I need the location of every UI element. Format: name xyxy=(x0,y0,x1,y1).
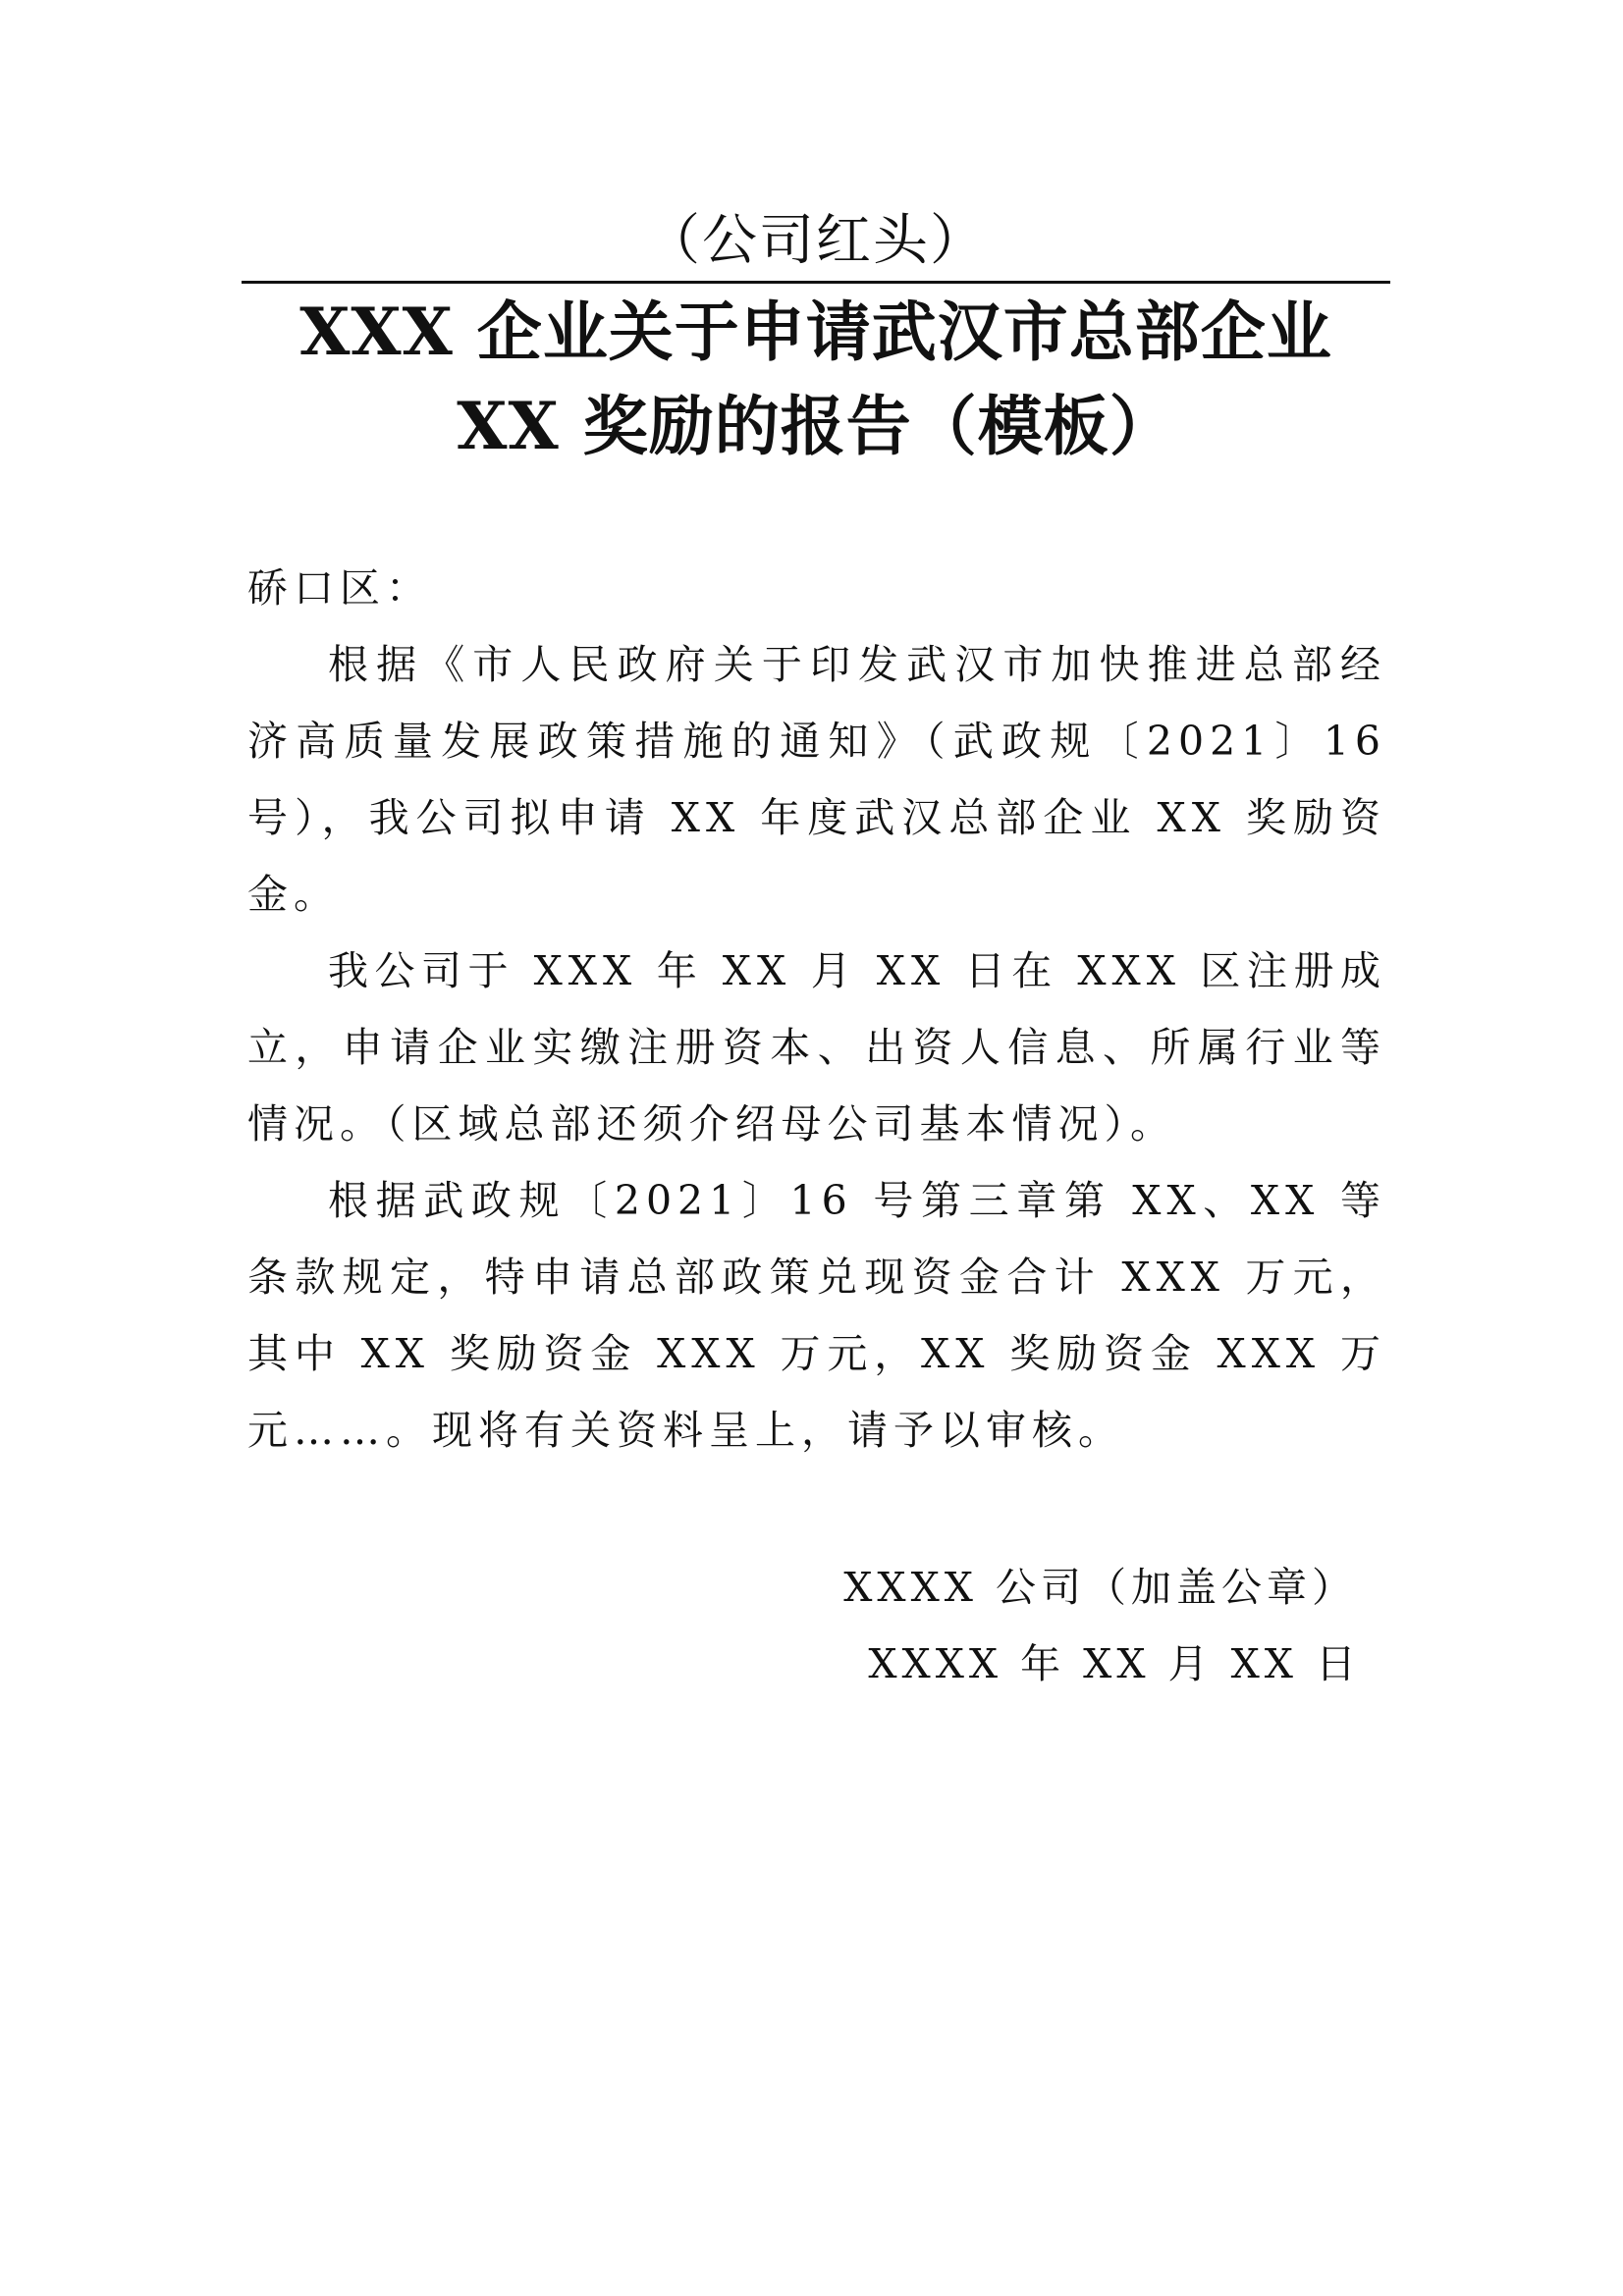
letterhead-placeholder: （公司红头） xyxy=(645,209,987,273)
title-line-1: XXX 企业关于申请武汉市总部企业 xyxy=(299,294,1332,370)
title-line-2: XX 奖励的报告（模板） xyxy=(457,388,1175,464)
paragraph-company-info: 我公司于 XXX 年 XX 月 XX 日在 XXX 区注册成立，申请企业实缴注册资本、出资人信息、所属行业等情况。（区域总部还须介绍母公司基本情况）。 xyxy=(247,947,1386,1148)
paragraph-funding-request: 根据武政规〔2021〕16 号第三章第 XX、XX 等条款规定，特申请总部政策兑现资金合计 XXX 万元，其中 XX 奖励资金 XXX 万元，XX 奖励资金 XXX 万元……。现将有关资料呈上，请予以审核。 xyxy=(247,1177,1386,1454)
signature-date: XXXX 年 XX 月 XX 日 xyxy=(868,1640,1361,1687)
signature-block xyxy=(746,1549,1375,1702)
paragraph-policy-basis: 根据《市人民政府关于印发武汉市加快推进总部经济高质量发展政策措施的通知》（武政规〔2021〕16 号），我公司拟申请 XX 年度武汉总部企业 XX 奖励资金。 xyxy=(247,641,1386,918)
header-divider xyxy=(242,281,1390,284)
signature-company: XXXX 公司（加盖公章） xyxy=(843,1564,1357,1611)
document-title xyxy=(242,285,1390,473)
salutation: 硚口区： xyxy=(247,564,432,612)
document-body xyxy=(247,550,1386,1468)
